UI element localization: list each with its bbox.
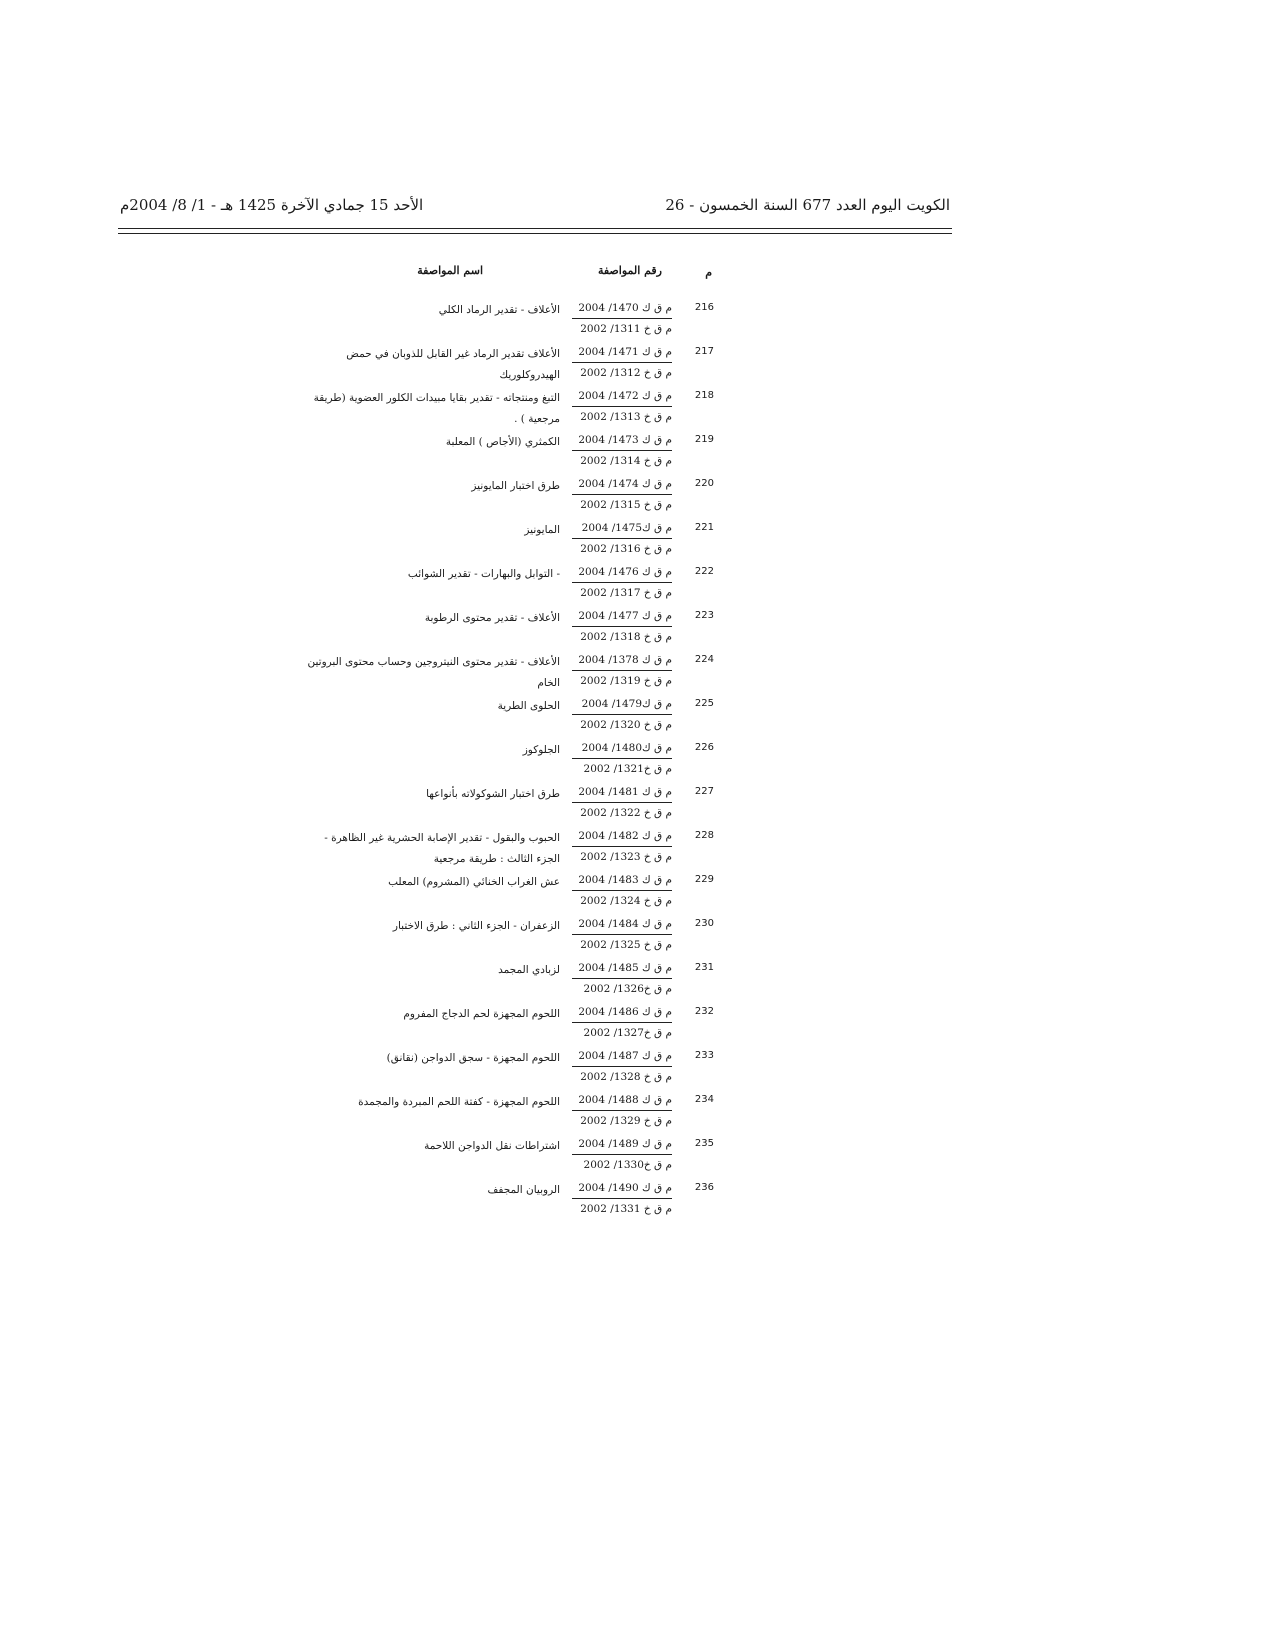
row-codes bbox=[572, 1178, 672, 1219]
table-row bbox=[300, 1134, 720, 1178]
row-kuwait-code: م ق ك 1473/ 2004 bbox=[578, 434, 672, 446]
row-codes bbox=[572, 650, 672, 691]
page-header bbox=[120, 196, 950, 224]
row-gulf-code: م ق خ 1316/ 2002 bbox=[572, 538, 672, 559]
row-kuwait-code: م ق ك 1481/ 2004 bbox=[578, 786, 672, 798]
row-codes bbox=[572, 694, 672, 735]
row-number: 236 bbox=[694, 1182, 714, 1193]
row-standard-name: الحلوى الطرية bbox=[497, 700, 560, 712]
row-codes bbox=[572, 562, 672, 603]
row-kuwait-code: م ق ك1480/ 2004 bbox=[581, 742, 672, 754]
row-number: 219 bbox=[694, 434, 714, 445]
row-number: 224 bbox=[694, 654, 714, 665]
row-kuwait-code: م ق ك 1482/ 2004 bbox=[578, 830, 672, 842]
row-kuwait-code: م ق ك 1476/ 2004 bbox=[578, 566, 672, 578]
row-gulf-code: م ق خ1327/ 2002 bbox=[572, 1022, 672, 1043]
row-kuwait-code: م ق ك 1486/ 2004 bbox=[578, 1006, 672, 1018]
header-rule-thick bbox=[118, 228, 952, 229]
table-row bbox=[300, 826, 720, 870]
row-number: 234 bbox=[694, 1094, 714, 1105]
column-header-code: رقم المواصفة bbox=[597, 264, 662, 277]
row-gulf-code: م ق خ 1329/ 2002 bbox=[572, 1110, 672, 1131]
row-gulf-code: م ق خ 1314/ 2002 bbox=[572, 450, 672, 471]
row-standard-name: الأعلاف - تقدير محتوى الرطوبة bbox=[424, 612, 560, 624]
row-gulf-code: م ق خ 1325/ 2002 bbox=[572, 934, 672, 955]
row-standard-name: - التوابل والبهارات - تقدير الشوائب bbox=[407, 568, 560, 580]
row-codes bbox=[572, 474, 672, 515]
row-gulf-code: م ق خ1330/ 2002 bbox=[572, 1154, 672, 1175]
row-number: 220 bbox=[694, 478, 714, 489]
table-row bbox=[300, 738, 720, 782]
row-codes bbox=[572, 386, 672, 427]
row-standard-name: المايونيز bbox=[524, 524, 560, 536]
row-gulf-code: م ق خ 1331/ 2002 bbox=[572, 1198, 672, 1219]
row-kuwait-code: م ق ك 1483/ 2004 bbox=[578, 874, 672, 886]
row-codes bbox=[572, 342, 672, 383]
row-codes bbox=[572, 606, 672, 647]
row-kuwait-code: م ق ك 1490/ 2004 bbox=[578, 1182, 672, 1194]
row-gulf-code: م ق خ 1324/ 2002 bbox=[572, 890, 672, 911]
row-number: 216 bbox=[694, 302, 714, 313]
row-codes bbox=[572, 1046, 672, 1087]
row-gulf-code: م ق خ 1313/ 2002 bbox=[572, 406, 672, 427]
row-gulf-code: م ق خ1326/ 2002 bbox=[572, 978, 672, 999]
row-codes bbox=[572, 518, 672, 559]
row-codes bbox=[572, 826, 672, 867]
table-row bbox=[300, 1002, 720, 1046]
row-kuwait-code: م ق ك 1472/ 2004 bbox=[578, 390, 672, 402]
row-codes bbox=[572, 738, 672, 779]
row-gulf-code: م ق خ 1323/ 2002 bbox=[572, 846, 672, 867]
row-gulf-code: م ق خ 1319/ 2002 bbox=[572, 670, 672, 691]
table-row bbox=[300, 958, 720, 1002]
table-row bbox=[300, 914, 720, 958]
row-number: 230 bbox=[694, 918, 714, 929]
column-header-number: م bbox=[705, 266, 712, 279]
row-number: 223 bbox=[694, 610, 714, 621]
row-number: 217 bbox=[694, 346, 714, 357]
row-number: 227 bbox=[694, 786, 714, 797]
row-number: 226 bbox=[694, 742, 714, 753]
row-kuwait-code: م ق ك1475/ 2004 bbox=[581, 522, 672, 534]
table-body bbox=[300, 298, 720, 1222]
table-row bbox=[300, 342, 720, 386]
row-kuwait-code: م ق ك 1477/ 2004 bbox=[578, 610, 672, 622]
table-row bbox=[300, 782, 720, 826]
table-row bbox=[300, 474, 720, 518]
table-row bbox=[300, 386, 720, 430]
row-gulf-code: م ق خ 1322/ 2002 bbox=[572, 802, 672, 823]
row-gulf-code: م ق خ 1318/ 2002 bbox=[572, 626, 672, 647]
row-codes bbox=[572, 1090, 672, 1131]
row-standard-name: اللحوم المجهزة لحم الدجاج المفروم bbox=[403, 1008, 560, 1020]
header-date: الأحد 15 جمادي الآخرة 1425 هـ - 1/ 8/ 2004م bbox=[120, 196, 424, 214]
row-standard-name: التبغ ومنتجاته - تقدير بقايا مبيدات الكلور العضوية (طريقة مرجعية ) . bbox=[313, 392, 560, 425]
row-kuwait-code: م ق ك 1488/ 2004 bbox=[578, 1094, 672, 1106]
row-standard-name: الكمثري (الأجاص ) المعلبة bbox=[445, 436, 560, 448]
row-standard-name: الأعلاف - تقدير الرماد الكلي bbox=[438, 304, 560, 316]
row-kuwait-code: م ق ك 1471/ 2004 bbox=[578, 346, 672, 358]
row-kuwait-code: م ق ك 1484/ 2004 bbox=[578, 918, 672, 930]
row-codes bbox=[572, 430, 672, 471]
row-gulf-code: م ق خ 1311/ 2002 bbox=[572, 318, 672, 339]
header-rule-thin bbox=[118, 233, 952, 234]
row-codes bbox=[572, 870, 672, 911]
row-gulf-code: م ق خ1321/ 2002 bbox=[572, 758, 672, 779]
row-standard-name: الروبيان المجفف bbox=[487, 1184, 560, 1196]
column-header-name: اسم المواصفة bbox=[417, 264, 483, 277]
row-kuwait-code: م ق ك 1474/ 2004 bbox=[578, 478, 672, 490]
table-row bbox=[300, 870, 720, 914]
row-standard-name: الأعلاف - تقدير محتوى النيتروجين وحساب محتوى البروتين الخام bbox=[307, 656, 560, 689]
row-number: 228 bbox=[694, 830, 714, 841]
table-header bbox=[300, 262, 720, 298]
row-kuwait-code: م ق ك 1489/ 2004 bbox=[578, 1138, 672, 1150]
row-standard-name: اللحوم المجهزة - سجق الدواجن (نقانق) bbox=[386, 1052, 560, 1064]
row-number: 233 bbox=[694, 1050, 714, 1061]
row-kuwait-code: م ق ك 1470/ 2004 bbox=[578, 302, 672, 314]
row-kuwait-code: م ق ك1479/ 2004 bbox=[581, 698, 672, 710]
row-standard-name: الأعلاف تقدير الرماد غير القابل للذوبان في حمض الهيدروكلوريك bbox=[346, 348, 560, 381]
row-gulf-code: م ق خ 1320/ 2002 bbox=[572, 714, 672, 735]
row-codes bbox=[572, 914, 672, 955]
row-number: 229 bbox=[694, 874, 714, 885]
row-number: 232 bbox=[694, 1006, 714, 1017]
row-standard-name: الزعفران - الجزء الثاني : طرق الاختبار bbox=[392, 920, 560, 932]
row-standard-name: اشتراطات نقل الدواجن اللاحمة bbox=[424, 1140, 560, 1152]
row-standard-name: طرق اختبار المايونيز bbox=[471, 480, 560, 492]
row-standard-name: اللحوم المجهزة - كفتة اللحم المبردة والمجمدة bbox=[358, 1096, 560, 1108]
row-number: 235 bbox=[694, 1138, 714, 1149]
row-gulf-code: م ق خ 1315/ 2002 bbox=[572, 494, 672, 515]
row-kuwait-code: م ق ك 1485/ 2004 bbox=[578, 962, 672, 974]
row-standard-name: طرق اختبار الشوكولاته بأنواعها bbox=[426, 788, 560, 800]
row-number: 218 bbox=[694, 390, 714, 401]
header-publication-info: الكويت اليوم العدد 677 السنة الخمسون - 26 bbox=[665, 196, 950, 214]
table-row bbox=[300, 518, 720, 562]
row-standard-name: الحبوب والبقول - تقدير الإصابة الحشرية غير الظاهرة - الجزء الثالث : طريقة مرجعية bbox=[324, 832, 560, 865]
row-codes bbox=[572, 1134, 672, 1175]
table-row bbox=[300, 1090, 720, 1134]
row-number: 222 bbox=[694, 566, 714, 577]
table-row bbox=[300, 1178, 720, 1222]
row-codes bbox=[572, 298, 672, 339]
table-row bbox=[300, 1046, 720, 1090]
standards-table bbox=[300, 262, 720, 1222]
table-row bbox=[300, 606, 720, 650]
table-row bbox=[300, 650, 720, 694]
row-standard-name: لزبادي المجمد bbox=[498, 964, 560, 976]
table-row bbox=[300, 430, 720, 474]
row-gulf-code: م ق خ 1328/ 2002 bbox=[572, 1066, 672, 1087]
row-codes bbox=[572, 782, 672, 823]
table-row bbox=[300, 562, 720, 606]
row-gulf-code: م ق خ 1312/ 2002 bbox=[572, 362, 672, 383]
row-number: 231 bbox=[694, 962, 714, 973]
row-standard-name: عش الغراب الخنائي (المشروم) المعلب bbox=[388, 876, 560, 888]
row-standard-name: الجلوكوز bbox=[522, 744, 560, 756]
row-kuwait-code: م ق ك 1487/ 2004 bbox=[578, 1050, 672, 1062]
row-number: 225 bbox=[694, 698, 714, 709]
row-codes bbox=[572, 958, 672, 999]
row-codes bbox=[572, 1002, 672, 1043]
row-gulf-code: م ق خ 1317/ 2002 bbox=[572, 582, 672, 603]
row-number: 221 bbox=[694, 522, 714, 533]
table-row bbox=[300, 298, 720, 342]
table-row bbox=[300, 694, 720, 738]
row-kuwait-code: م ق ك 1378/ 2004 bbox=[578, 654, 672, 666]
